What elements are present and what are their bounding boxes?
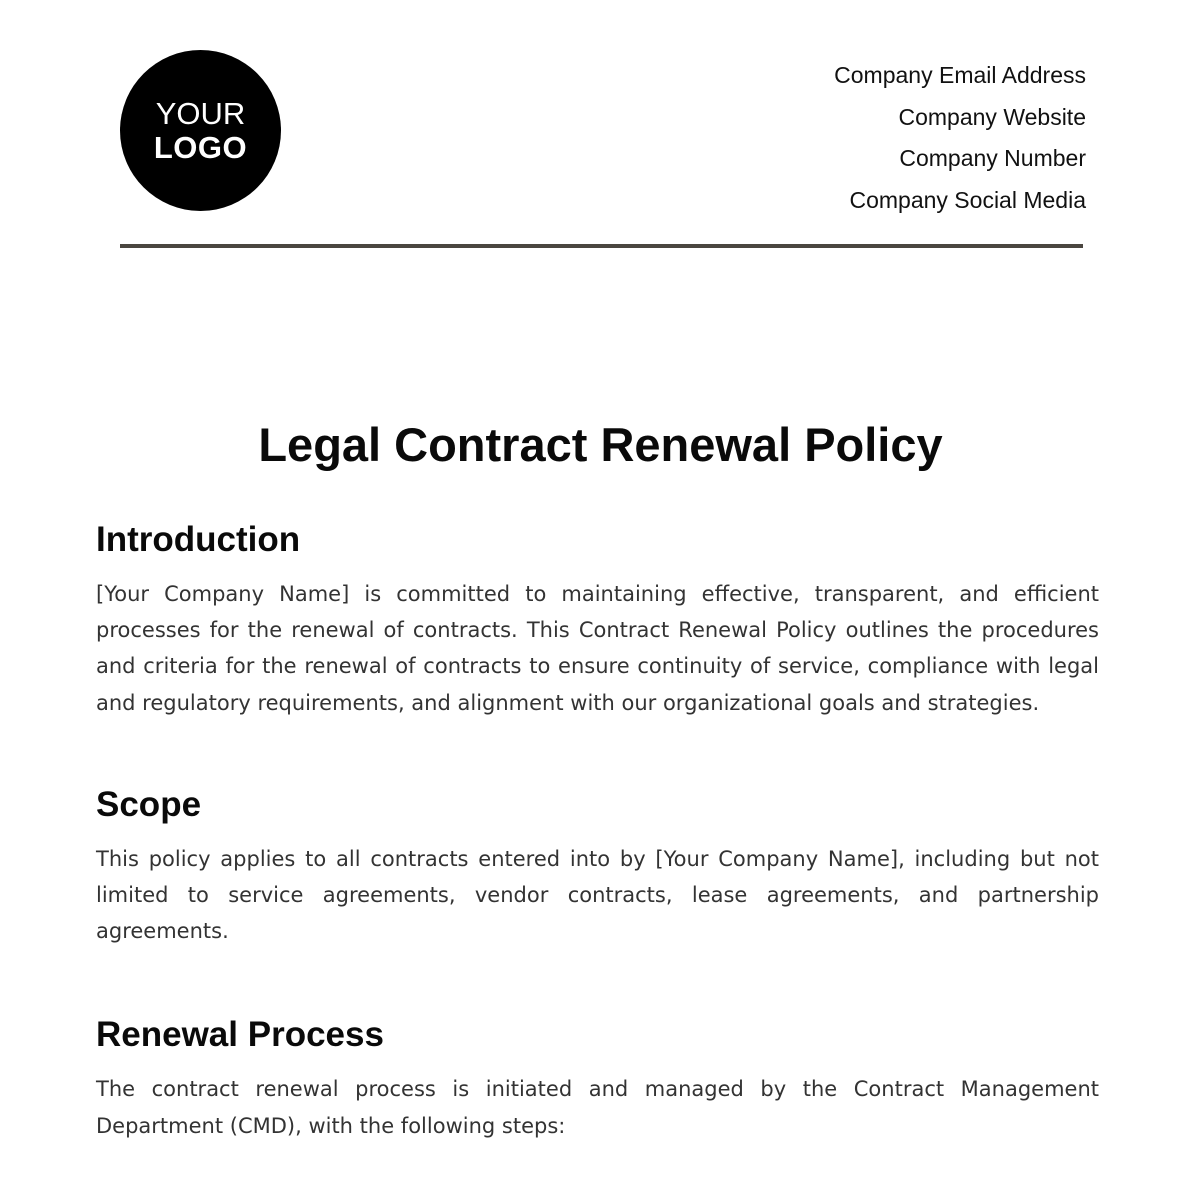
section-body-scope: This policy applies to all contracts entered into by [Your Company Name], including but not limited to service agreements, vendor contracts, lease agreements, and partnership agreements.	[96, 846, 1099, 944]
company-website: Company Website	[898, 103, 1086, 130]
logo-text-logo: LOGO	[153, 129, 248, 165]
section-heading-renewal-process: Renewal Process	[96, 1015, 384, 1055]
company-email: Company Email Address	[834, 62, 1086, 88]
document-body	[96, 410, 1099, 1144]
company-number: Company Number	[899, 145, 1086, 171]
company-logo	[120, 50, 281, 211]
logo-text-your: YOUR	[155, 95, 246, 131]
header-divider	[120, 244, 1083, 248]
document-header	[0, 0, 1200, 260]
document-title: Legal Contract Renewal Policy	[258, 418, 943, 471]
section-heading-scope: Scope	[96, 784, 202, 824]
section-body-introduction: [Your Company Name] is committed to maintaining effective, transparent, and efficient processes for the renewal of contracts. This Contract Renewal Policy outlines the procedures and criteria for the renewal of contracts to ensure continuity of service, compliance with legal and regulatory requirements, and alignment with our organizational goals and strategies.	[96, 582, 1099, 715]
company-social-media: Company Social Media	[849, 186, 1086, 213]
section-body-renewal-process: The contract renewal process is initiated and managed by the Contract Management Department (CMD), with the following steps:	[96, 1077, 1099, 1138]
section-heading-introduction: Introduction	[96, 520, 301, 559]
contact-info	[834, 55, 1086, 221]
